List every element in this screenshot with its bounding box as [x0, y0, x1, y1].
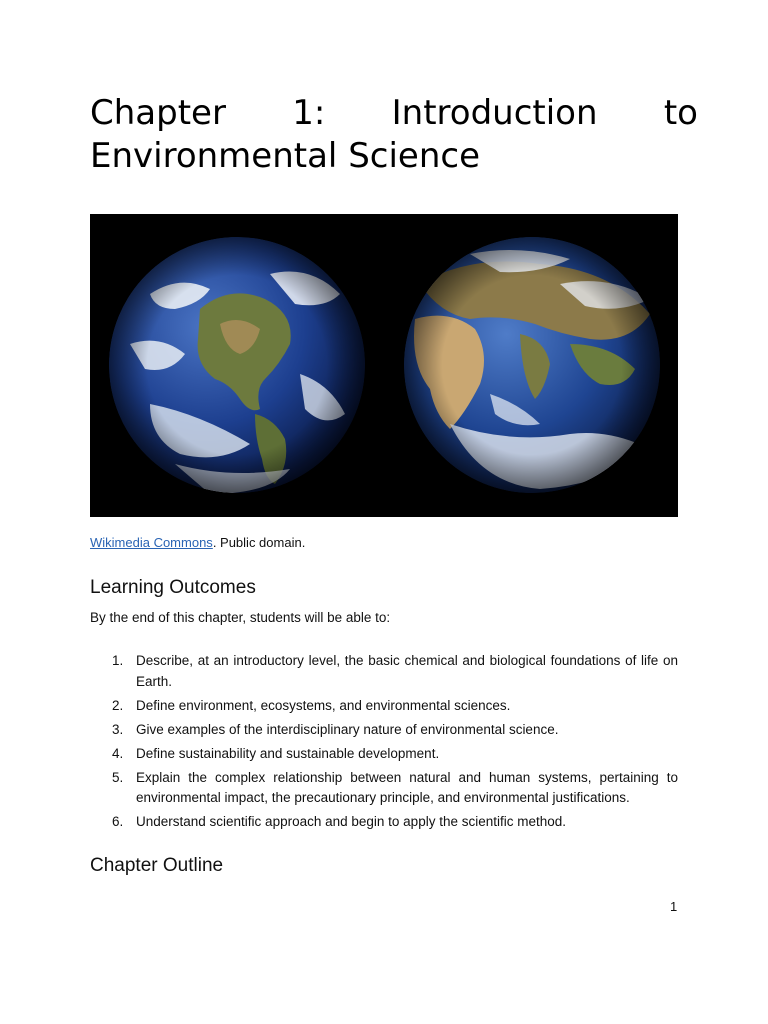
learning-outcomes-intro: By the end of this chapter, students will be able to:	[90, 610, 391, 625]
page-title	[90, 92, 698, 178]
page-number: 1	[670, 899, 678, 914]
title-word: Introduction	[391, 93, 598, 133]
earth-globes-photo	[90, 214, 678, 517]
list-item-text: Understand scientific approach and begin to apply the scientific method.	[136, 814, 567, 829]
learning-outcomes-heading: Learning Outcomes	[90, 577, 256, 598]
list-item-number: 1.	[112, 653, 124, 668]
title-line-2: Environmental Science	[90, 136, 480, 176]
list-item	[90, 812, 678, 833]
earth-africa-asia-icon	[404, 237, 660, 493]
title-word: Chapter	[90, 93, 226, 133]
list-item-text: Define environment, ecosystems, and environmental sciences.	[136, 697, 511, 713]
list-item-number: 3.	[112, 721, 124, 737]
list-item	[90, 651, 678, 692]
list-item	[90, 720, 678, 741]
list-item-text: Give examples of the interdisciplinary nature of environmental science.	[136, 721, 559, 737]
list-item-text: Define sustainability and sustainable development.	[136, 745, 440, 761]
list-item	[90, 744, 678, 765]
list-item-number: 6.	[112, 814, 124, 829]
caption-license: . Public domain.	[212, 535, 306, 550]
list-item-text: Describe, at an introductory level, the basic chemical and biological foundations of life on Earth.	[136, 653, 678, 689]
list-item-number: 2.	[112, 697, 124, 713]
list-item-number: 4.	[112, 745, 124, 761]
title-line-1	[90, 92, 698, 135]
title-word: 1:	[292, 93, 326, 133]
list-item-number: 5.	[112, 769, 124, 785]
figure-caption	[90, 534, 305, 552]
list-item	[90, 768, 678, 809]
learning-outcomes-list	[90, 651, 678, 836]
wikimedia-commons-link[interactable]: Wikimedia Commons	[90, 535, 213, 550]
list-item-text: Explain the complex relationship between natural and human systems, pertaining to environmental impact, the precautionary principle, and environmental justifications.	[136, 769, 678, 805]
chapter-outline-heading: Chapter Outline	[90, 855, 224, 876]
list-item	[90, 696, 678, 717]
earth-americas-icon	[109, 237, 365, 494]
title-word: to	[663, 93, 698, 133]
